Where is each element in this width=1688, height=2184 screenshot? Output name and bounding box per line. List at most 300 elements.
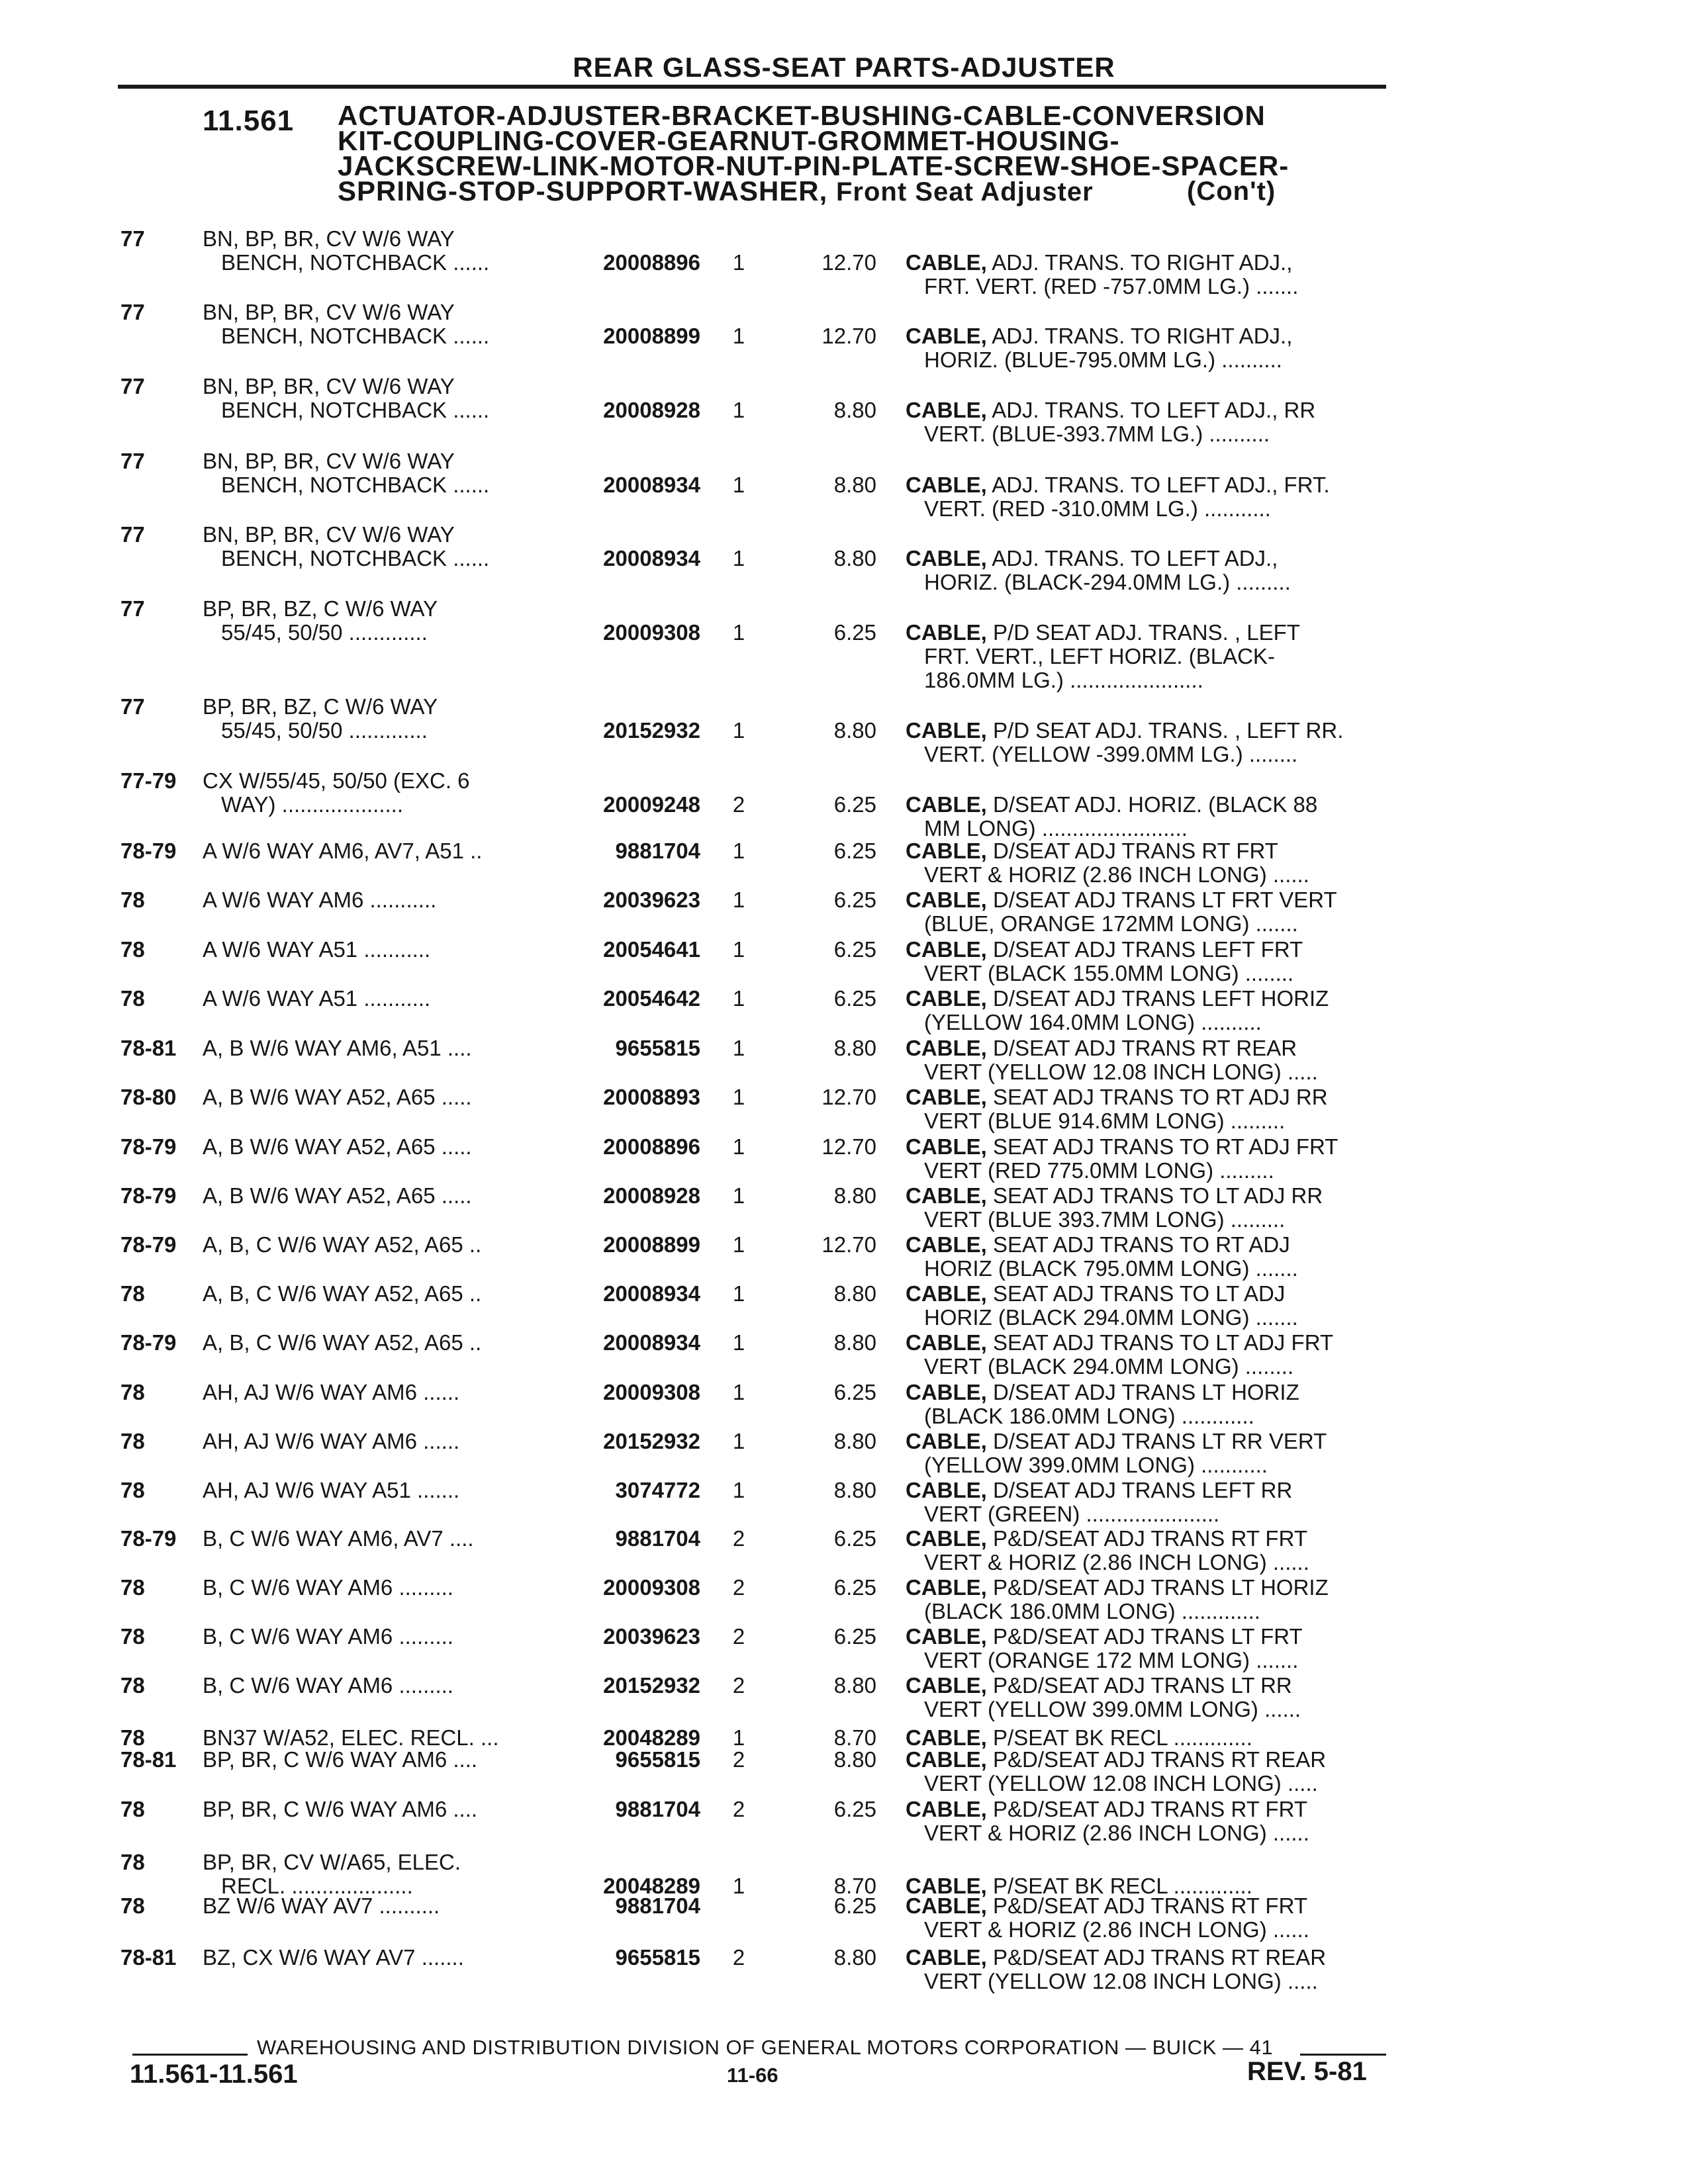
part-description-line: [906, 1576, 1395, 1600]
model-application-line: BENCH, NOTCHBACK ......: [221, 324, 490, 348]
part-number: 20009308: [603, 620, 700, 645]
part-description-line: VERT (YELLOW 12.08 INCH LONG) .....: [924, 1969, 1318, 1993]
model-application: [203, 1850, 461, 1898]
model-application-line: A, B, C W/6 WAY A52, A65 ..: [203, 1232, 482, 1257]
part-description: [906, 888, 1395, 936]
price: 6.25: [833, 620, 876, 645]
price: 8.80: [833, 1429, 876, 1453]
part-description-line: [906, 1381, 1395, 1404]
part-description: [906, 1233, 1395, 1281]
part-description-line: VERT (YELLOW 399.0MM LONG) ......: [924, 1697, 1301, 1721]
part-description-line: FRT. VERT., LEFT HORIZ. (BLACK-: [924, 644, 1275, 668]
part-description-text: D/SEAT ADJ TRANS LT RR VERT: [993, 1429, 1327, 1453]
model-year: 78-81: [120, 1747, 177, 1772]
part-number: 9881704: [615, 1893, 700, 1918]
price: 8.80: [833, 1945, 876, 1970]
part-description-line: (YELLOW 399.0MM LONG) ...........: [924, 1453, 1268, 1477]
model-application-line: A, B W/6 WAY A52, A65 .....: [203, 1134, 472, 1159]
part-description-text: P/SEAT BK RECL .............: [993, 1725, 1252, 1750]
part-description-line: [906, 719, 1395, 743]
model-application-line: AH, AJ W/6 WAY AM6 ......: [203, 1380, 460, 1404]
model-application: [203, 375, 489, 422]
model-year: 78: [120, 1850, 145, 1874]
price: 8.80: [833, 1747, 876, 1772]
model-application: [203, 1430, 459, 1453]
part-name: CABLE,: [906, 473, 987, 497]
page-title: REAR GLASS-SEAT PARTS-ADJUSTER: [573, 52, 1115, 83]
model-application: [203, 1036, 472, 1060]
part-description-line: VERT (RED 775.0MM LONG) .........: [924, 1158, 1274, 1183]
part-description-line: VERT (YELLOW 12.08 INCH LONG) .....: [924, 1771, 1318, 1796]
quantity: 1: [732, 1281, 745, 1306]
model-year: 78: [120, 1380, 145, 1404]
part-description: [906, 938, 1395, 985]
model-application-line: BN37 W/A52, ELEC. RECL. ...: [203, 1725, 499, 1750]
model-application-line: A, B, C W/6 WAY A52, A65 ..: [203, 1330, 482, 1355]
part-description: [906, 1135, 1395, 1183]
model-application-line: BN, BP, BR, CV W/6 WAY: [203, 449, 455, 473]
model-year: 77: [120, 596, 145, 621]
price: 8.80: [833, 1036, 876, 1060]
part-name: CABLE,: [906, 1134, 987, 1159]
part-description: [906, 1381, 1395, 1428]
part-description: [906, 1282, 1395, 1330]
part-number: 20008934: [603, 1281, 700, 1306]
model-application-line: B, C W/6 WAY AM6 .........: [203, 1575, 453, 1600]
model-year: 78: [120, 1673, 145, 1698]
part-description-text: P/D SEAT ADJ. TRANS. , LEFT RR.: [993, 718, 1344, 743]
part-description-line: VERT. (RED -310.0MM LG.) ...........: [924, 496, 1271, 521]
model-year: 77: [120, 226, 145, 251]
part-description-line: HORIZ (BLACK 795.0MM LONG) .......: [924, 1256, 1298, 1281]
part-description-line: VERT (YELLOW 12.08 INCH LONG) .....: [924, 1060, 1318, 1084]
price: 6.25: [833, 1624, 876, 1649]
part-description: [906, 1576, 1395, 1623]
model-application: [203, 1894, 440, 1918]
model-year: 77: [120, 300, 145, 324]
part-name: CABLE,: [906, 1232, 987, 1257]
model-year: 78: [120, 1624, 145, 1649]
part-description-text: SEAT ADJ TRANS TO LT ADJ: [993, 1281, 1286, 1306]
part-number: 20054642: [603, 986, 700, 1011]
part-number: 20048289: [603, 1725, 700, 1750]
part-number: 20054641: [603, 937, 700, 962]
part-description-text: ADJ. TRANS. TO RIGHT ADJ.,: [992, 250, 1293, 275]
group-heading-line: JACKSCREW-LINK-MOTOR-NUT-PIN-PLATE-SCREW-SHOE-SPACER-: [338, 150, 1289, 181]
model-year: 77-79: [120, 768, 177, 793]
part-name: CABLE,: [906, 839, 987, 863]
part-description-line: [906, 473, 1395, 497]
model-application-line: A, B W/6 WAY A52, A65 .....: [203, 1085, 472, 1109]
model-application-line: BENCH, NOTCHBACK ......: [221, 546, 490, 570]
part-description: [906, 621, 1395, 692]
part-description-line: [906, 938, 1395, 962]
part-number: 9655815: [615, 1945, 700, 1970]
price: 12.70: [821, 1232, 876, 1257]
model-year: 78: [120, 1575, 145, 1600]
part-description-line: [906, 888, 1395, 912]
model-application-line: A W/6 WAY AM6 ...........: [203, 887, 437, 912]
part-number: 3074772: [615, 1478, 700, 1502]
part-name: CABLE,: [906, 1945, 987, 1970]
price: 6.25: [833, 1380, 876, 1404]
part-description-text: SEAT ADJ TRANS TO LT ADJ FRT: [993, 1330, 1334, 1355]
part-description-text: D/SEAT ADJ TRANS LEFT FRT: [993, 937, 1303, 962]
model-year: 78-79: [120, 1183, 177, 1208]
part-number: 20008893: [603, 1085, 700, 1109]
price: 8.80: [833, 1673, 876, 1698]
footer-group-range: 11.561-11.561: [130, 2060, 298, 2089]
model-application-line: A, B, C W/6 WAY A52, A65 ..: [203, 1281, 482, 1306]
part-description: [906, 1430, 1395, 1477]
part-description: [906, 1726, 1395, 1750]
price: 8.80: [833, 1183, 876, 1208]
part-description: [906, 1479, 1395, 1526]
part-description-line: VERT. (YELLOW -399.0MM LG.) ........: [924, 742, 1298, 766]
part-description-line: [906, 1331, 1395, 1355]
part-description-line: VERT (BLACK 294.0MM LONG) ........: [924, 1354, 1294, 1379]
part-name: CABLE,: [906, 1575, 987, 1600]
quantity: 1: [732, 1232, 745, 1257]
model-application-line: BP, BR, CV W/A65, ELEC.: [203, 1850, 461, 1874]
model-application: [203, 1946, 464, 1970]
model-year: 77: [120, 374, 145, 398]
part-description-text: P/D SEAT ADJ. TRANS. , LEFT: [993, 620, 1300, 645]
quantity: 1: [732, 986, 745, 1011]
part-description-text: SEAT ADJ TRANS TO RT ADJ RR: [993, 1085, 1328, 1109]
part-description: [906, 1184, 1395, 1232]
part-description: [906, 1085, 1395, 1133]
part-name: CABLE,: [906, 937, 987, 962]
part-name: CABLE,: [906, 1624, 987, 1649]
model-application: [203, 1085, 472, 1109]
model-year: 78: [120, 986, 145, 1011]
price: 12.70: [821, 324, 876, 348]
model-year: 77: [120, 522, 145, 547]
part-name: CABLE,: [906, 986, 987, 1011]
part-description: [906, 793, 1395, 841]
model-application-line: BN, BP, BR, CV W/6 WAY: [203, 300, 455, 324]
model-application-line: AH, AJ W/6 WAY A51 .......: [203, 1478, 460, 1502]
part-description: [906, 1527, 1395, 1574]
quantity: 2: [732, 1575, 745, 1600]
part-description-line: [906, 1797, 1395, 1821]
part-name: CABLE,: [906, 546, 987, 570]
model-application: [203, 987, 430, 1011]
model-application-line: A, B W/6 WAY A52, A65 .....: [203, 1183, 472, 1208]
price: 12.70: [821, 250, 876, 275]
quantity: 1: [732, 1380, 745, 1404]
price: 8.70: [833, 1874, 876, 1898]
part-description-line: VERT & HORIZ (2.86 INCH LONG) ......: [924, 1917, 1309, 1942]
part-description-text: D/SEAT ADJ TRANS RT REAR: [993, 1036, 1297, 1060]
part-name: CABLE,: [906, 250, 987, 275]
part-description-text: D/SEAT ADJ TRANS LEFT RR: [993, 1478, 1293, 1502]
model-year: 78-79: [120, 1526, 177, 1551]
model-application: [203, 1184, 472, 1208]
model-application: [203, 1726, 499, 1750]
footer-revision: REV. 5-81: [1247, 2057, 1367, 2086]
part-number: 20009308: [603, 1380, 700, 1404]
model-year: 78: [120, 1797, 145, 1821]
part-description-text: P&D/SEAT ADJ TRANS RT FRT: [993, 1797, 1307, 1821]
quantity: 1: [732, 887, 745, 912]
model-application-line: A W/6 WAY AM6, AV7, A51 ..: [203, 839, 483, 863]
part-number: 20048289: [603, 1874, 700, 1898]
model-application: [203, 1797, 477, 1821]
part-description: [906, 324, 1395, 372]
part-description-line: (BLACK 186.0MM LONG) ............: [924, 1404, 1254, 1428]
model-application: [203, 523, 489, 570]
part-number: 9655815: [615, 1747, 700, 1772]
part-number: 9655815: [615, 1036, 700, 1060]
part-description-text: P&D/SEAT ADJ TRANS LT RR: [993, 1673, 1292, 1698]
part-description-text: D/SEAT ADJ TRANS LEFT HORIZ: [993, 986, 1329, 1011]
part-name: CABLE,: [906, 718, 987, 743]
quantity: 1: [732, 1429, 745, 1453]
model-year: 77: [120, 694, 145, 719]
part-description-line: [906, 987, 1395, 1011]
part-description-text: P&D/SEAT ADJ TRANS RT FRT: [993, 1526, 1307, 1551]
part-name: CABLE,: [906, 1478, 987, 1502]
model-year: 78: [120, 1429, 145, 1453]
quantity: 1: [732, 1330, 745, 1355]
price: 6.25: [833, 1893, 876, 1918]
part-description-line: [906, 251, 1395, 275]
model-application-line: BP, BR, BZ, C W/6 WAY: [203, 694, 438, 719]
part-description-line: [906, 1282, 1395, 1306]
group-number: 11.561: [203, 105, 295, 137]
model-application: [203, 695, 438, 743]
quantity: 2: [732, 1747, 745, 1772]
part-number: 9881704: [615, 1526, 700, 1551]
part-description-text: D/SEAT ADJ TRANS RT FRT: [993, 839, 1278, 863]
model-application-line: BN, BP, BR, CV W/6 WAY: [203, 522, 455, 547]
part-number: 20039623: [603, 887, 700, 912]
part-description-line: (YELLOW 164.0MM LONG) ..........: [924, 1010, 1262, 1034]
part-description-text: D/SEAT ADJ TRANS LT HORIZ: [993, 1380, 1299, 1404]
part-name: CABLE,: [906, 324, 987, 348]
model-year: 78-81: [120, 1036, 177, 1060]
part-description-text: P&D/SEAT ADJ TRANS RT REAR: [993, 1945, 1327, 1970]
model-year: 78-81: [120, 1945, 177, 1970]
quantity: 2: [732, 1797, 745, 1821]
quantity: 1: [732, 398, 745, 422]
model-application-line: B, C W/6 WAY AM6 .........: [203, 1673, 453, 1698]
part-number: 20008934: [603, 546, 700, 570]
part-number: 20008934: [603, 473, 700, 497]
quantity: 1: [732, 546, 745, 570]
part-description-line: [906, 1674, 1395, 1698]
quantity: 1: [732, 839, 745, 863]
part-name: CABLE,: [906, 1183, 987, 1208]
model-application: [203, 1282, 481, 1306]
part-description-line: MM LONG) ........................: [924, 816, 1188, 841]
part-number: 20008934: [603, 1330, 700, 1355]
part-number: 20009248: [603, 792, 700, 817]
part-description: [906, 547, 1395, 594]
quantity: 1: [732, 1874, 745, 1898]
part-description: [906, 1625, 1395, 1672]
part-description-line: VERT (ORANGE 172 MM LONG) .......: [924, 1648, 1299, 1672]
model-application: [203, 1331, 481, 1355]
part-name: CABLE,: [906, 1085, 987, 1109]
quantity: 1: [732, 937, 745, 962]
part-description: [906, 1894, 1395, 1942]
footer-rule: [132, 2054, 248, 2056]
quantity: 1: [732, 718, 745, 743]
part-description-line: [906, 1430, 1395, 1453]
price: 6.25: [833, 1526, 876, 1551]
quantity: 1: [732, 1134, 745, 1159]
price: 12.70: [821, 1134, 876, 1159]
model-application: [203, 1479, 459, 1502]
model-application-line: 55/45, 50/50 .............: [221, 620, 428, 645]
price: 12.70: [821, 1085, 876, 1109]
part-description-text: ADJ. TRANS. TO RIGHT ADJ.,: [992, 324, 1293, 348]
part-number: 20152932: [603, 718, 700, 743]
quantity: 1: [732, 324, 745, 348]
part-description-line: VERT & HORIZ (2.86 INCH LONG) ......: [924, 862, 1309, 887]
part-description-line: HORIZ. (BLACK-294.0MM LG.) .........: [924, 570, 1291, 594]
quantity: 2: [732, 1624, 745, 1649]
part-description-line: VERT (GREEN) ......................: [924, 1502, 1220, 1526]
part-description-line: [906, 1479, 1395, 1502]
part-description-text: D/SEAT ADJ. HORIZ. (BLACK 88: [993, 792, 1318, 817]
part-description-line: FRT. VERT. (RED -757.0MM LG.) .......: [924, 274, 1299, 298]
part-description-text: ADJ. TRANS. TO LEFT ADJ., RR: [992, 398, 1316, 422]
quantity: 1: [732, 250, 745, 275]
price: 8.80: [833, 718, 876, 743]
price: 8.80: [833, 1330, 876, 1355]
model-application: [203, 449, 489, 497]
model-year: 78: [120, 1281, 145, 1306]
model-year: 78-80: [120, 1085, 177, 1109]
quantity: 1: [732, 473, 745, 497]
model-year: 77: [120, 449, 145, 473]
part-description: [906, 987, 1395, 1034]
part-name: CABLE,: [906, 620, 987, 645]
part-number: 20008899: [603, 324, 700, 348]
part-description-line: [906, 1625, 1395, 1649]
model-application: [203, 597, 438, 645]
part-description-line: [906, 793, 1395, 817]
part-number: 20008928: [603, 398, 700, 422]
model-year: 78: [120, 1893, 145, 1918]
part-number: 20152932: [603, 1429, 700, 1453]
part-description: [906, 839, 1395, 887]
part-description-line: [906, 1946, 1395, 1970]
part-description-line: VERT (BLUE 393.7MM LONG) .........: [924, 1207, 1286, 1232]
price: 6.25: [833, 1797, 876, 1821]
model-application-line: BP, BR, C W/6 WAY AM6 ....: [203, 1747, 478, 1772]
model-application: [203, 1381, 459, 1404]
price: 8.80: [833, 546, 876, 570]
part-name: CABLE,: [906, 1747, 987, 1772]
part-name: CABLE,: [906, 1281, 987, 1306]
part-number: 20009308: [603, 1575, 700, 1600]
part-number: 20008896: [603, 1134, 700, 1159]
part-description-line: 186.0MM LG.) ......................: [924, 668, 1203, 692]
part-description-line: [906, 324, 1395, 348]
part-description-line: [906, 621, 1395, 645]
quantity: 1: [732, 1725, 745, 1750]
part-description: [906, 1946, 1395, 1993]
model-application: [203, 1233, 481, 1257]
model-application-line: RECL. ....................: [221, 1874, 413, 1898]
model-application-line: A, B W/6 WAY AM6, A51 ....: [203, 1036, 472, 1060]
model-application-line: A W/6 WAY A51 ...........: [203, 986, 431, 1011]
price: 8.80: [833, 1478, 876, 1502]
part-name: CABLE,: [906, 792, 987, 817]
model-year: 78-79: [120, 1232, 177, 1257]
quantity: 2: [732, 1673, 745, 1698]
model-application: [203, 1625, 453, 1649]
part-description-line: [906, 1748, 1395, 1772]
part-description-line: VERT (BLUE 914.6MM LONG) .........: [924, 1109, 1286, 1133]
part-description-line: (BLUE, ORANGE 172MM LONG) .......: [924, 911, 1298, 936]
part-description-line: VERT & HORIZ (2.86 INCH LONG) ......: [924, 1550, 1309, 1574]
model-application-line: BZ, CX W/6 WAY AV7 .......: [203, 1945, 464, 1970]
model-application: [203, 888, 436, 912]
model-application-line: BN, BP, BR, CV W/6 WAY: [203, 374, 455, 398]
part-name: CABLE,: [906, 1874, 987, 1898]
group-heading-subtitle: Front Seat Adjuster: [835, 177, 1094, 206]
quantity: 2: [732, 1945, 745, 1970]
part-description-text: D/SEAT ADJ TRANS LT FRT VERT: [993, 887, 1337, 912]
model-application-line: BZ W/6 WAY AV7 ..........: [203, 1893, 440, 1918]
model-application: [203, 839, 482, 863]
continued-marker: (Con't): [1187, 177, 1276, 206]
part-name: CABLE,: [906, 398, 987, 422]
model-year: 78: [120, 937, 145, 962]
part-description-line: (BLACK 186.0MM LONG) .............: [924, 1599, 1260, 1623]
part-number: 20152932: [603, 1673, 700, 1698]
part-description-line: [906, 839, 1395, 863]
part-description-text: P&D/SEAT ADJ TRANS RT FRT: [993, 1893, 1307, 1918]
part-description: [906, 1674, 1395, 1721]
part-name: CABLE,: [906, 1797, 987, 1821]
part-description-line: HORIZ. (BLUE-795.0MM LG.) ..........: [924, 347, 1282, 372]
part-name: CABLE,: [906, 1526, 987, 1551]
part-description: [906, 251, 1395, 298]
model-application: [203, 1748, 477, 1772]
model-application: [203, 227, 489, 275]
model-application-line: WAY) ....................: [221, 792, 404, 817]
price: 8.80: [833, 1281, 876, 1306]
part-number: 20039623: [603, 1624, 700, 1649]
model-application-line: BN, BP, BR, CV W/6 WAY: [203, 226, 455, 251]
part-description: [906, 1331, 1395, 1379]
part-number: 9881704: [615, 1797, 700, 1821]
part-description-text: ADJ. TRANS. TO LEFT ADJ.,: [992, 546, 1278, 570]
group-heading-tail: SPRING-STOP-SUPPORT-WASHER,: [338, 175, 828, 206]
part-description-text: ADJ. TRANS. TO LEFT ADJ., FRT.: [992, 473, 1330, 497]
part-description-text: SEAT ADJ TRANS TO RT ADJ FRT: [993, 1134, 1338, 1159]
price: 8.70: [833, 1725, 876, 1750]
part-description: [906, 473, 1395, 521]
model-application-line: A W/6 WAY A51 ...........: [203, 937, 431, 962]
model-application-line: B, C W/6 WAY AM6 .........: [203, 1624, 453, 1649]
model-application: [203, 769, 470, 817]
price: 6.25: [833, 792, 876, 817]
part-number: 20008896: [603, 250, 700, 275]
model-year: 78-79: [120, 839, 177, 863]
part-description: [906, 719, 1395, 766]
price: 6.25: [833, 986, 876, 1011]
part-name: CABLE,: [906, 1380, 987, 1404]
part-description: [906, 398, 1395, 446]
